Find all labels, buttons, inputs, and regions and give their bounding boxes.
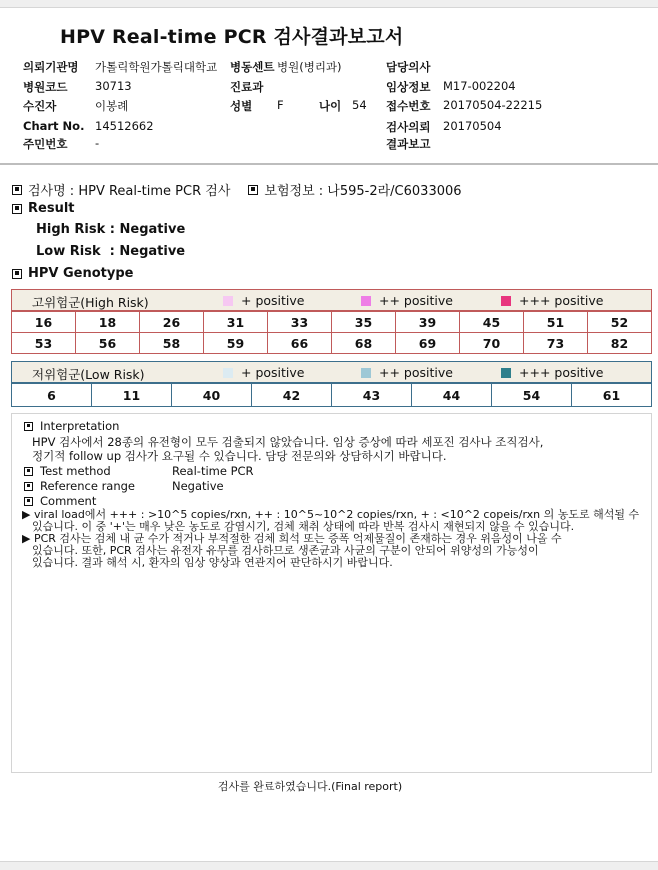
square-bullet-icon [12,185,22,195]
legend-swatch [361,368,371,378]
genotype-cell: 69 [396,333,460,354]
legend-text: +++ positive [519,365,604,380]
genotype-cell: 11 [92,384,172,407]
patient-label: 수진자 [23,99,57,113]
genotype-cell: 18 [76,312,140,333]
rrn-value: - [95,136,100,150]
comment-2-line-b: 있습니다. 또한, PCR 검사는 유전자 유무를 검사하므로 생존균과 사균의 구분이 안되어 위양성의 가능성이 [32,544,539,557]
test-name-value: HPV Real-time PCR 검사 [78,184,231,199]
test-name-label: 검사명 : [28,184,75,199]
low-risk-label: 저위험군(Low Risk) [32,367,145,382]
genotype-cell: 31 [204,312,268,333]
header-divider [0,163,658,165]
genotype-heading-text: HPV Genotype [28,266,134,281]
genotype-cell: 82 [588,333,652,354]
genotype-cell: 56 [76,333,140,354]
comment-1-line-a: ▶ viral load에서 +++ : >10^5 copies/rxn, ++ : 10^5~10^2 copies/rxn, + : <10^2 copeis/rxn 의 농도로 해석될 수 [22,508,640,521]
comment-2-line-c: 있습니다. 결과 해석 시, 환자의 임상 양상과 연관지어 판단하시기 바랍니다. [32,556,393,569]
reference-range-value: Negative [172,479,224,493]
institution-value: 가톨릭학원가톨릭대학교 [95,60,218,74]
genotype-cell: 40 [172,384,252,407]
reference-range-line [24,479,135,493]
final-report-note: 검사를 완료하였습니다.(Final report) [217,780,403,793]
genotype-cell: 52 [588,312,652,333]
genotype-cell: 26 [140,312,204,333]
legend-swatch [223,296,233,306]
legend-swatch [501,368,511,378]
sex-label: 성별 [230,99,253,113]
genotype-cell: 61 [572,384,652,407]
legend-text: ++ positive [379,365,453,380]
test-method-value: Real-time PCR [172,464,254,478]
genotype-cell: 42 [252,384,332,407]
legend-plus-plus-plus [501,293,603,308]
test-name-line [12,180,462,199]
comment-label: Comment [40,494,97,508]
dept-label: 진료과 [230,80,264,94]
genotype-heading [12,266,133,281]
legend-plus [223,365,304,380]
test-method-line [24,464,111,478]
genotype-cell: 33 [268,312,332,333]
genotype-cell: 73 [524,333,588,354]
genotype-cell: 51 [524,312,588,333]
hospital-code-value: 30713 [95,79,132,93]
low-risk-header [11,361,652,383]
clinical-label: 임상정보 [386,80,431,94]
bottom-strip [0,861,658,870]
receipt-value: 20170504-22215 [443,98,543,112]
doctor-label: 담당의사 [386,60,431,74]
rrn-label: 주민번호 [23,137,68,151]
high-risk-label: 고위험군(High Risk) [32,295,149,310]
receipt-label: 접수번호 [386,99,431,113]
patient-value: 이봉례 [95,99,129,113]
comment-heading [24,494,96,508]
request-value: 20170504 [443,119,502,133]
square-bullet-icon [12,269,22,279]
legend-plus-plus [361,293,453,308]
age-value: 54 [352,98,367,112]
legend-plus [223,293,304,308]
top-strip [0,0,658,8]
genotype-cell: 58 [140,333,204,354]
square-bullet-icon [24,497,33,506]
high-risk-result: High Risk : Negative [36,222,186,237]
clinical-value: M17-002204 [443,79,516,93]
genotype-cell: 45 [460,312,524,333]
square-bullet-icon [24,422,33,431]
square-bullet-icon [24,467,33,476]
report-title: HPV Real-time PCR 검사결과보고서 [60,26,404,48]
ward-value: 병원(병리과) [277,60,342,74]
legend-text: + positive [241,365,305,380]
square-bullet-icon [12,204,22,214]
genotype-cell: 59 [204,333,268,354]
square-bullet-icon [248,185,258,195]
chart-value: 14512662 [95,119,154,133]
genotype-cell: 66 [268,333,332,354]
legend-swatch [361,296,371,306]
table-row [12,333,652,354]
genotype-cell: 43 [332,384,412,407]
legend-text: + positive [241,293,305,308]
legend-plus-plus-plus [501,365,603,380]
interpretation-text-1: HPV 검사에서 28종의 유전형이 모두 검출되지 않았습니다. 임상 증상에 따라 세포진 검사나 조직검사, [32,435,544,449]
genotype-cell: 16 [12,312,76,333]
result-heading-text: Result [28,201,75,216]
genotype-cell: 6 [12,384,92,407]
genotype-cell: 54 [492,384,572,407]
interpretation-text-2: 정기적 follow up 검사가 요구될 수 있습니다. 담당 전문의와 상담하시기 바랍니다. [32,449,447,463]
low-risk-table [11,383,652,407]
genotype-cell: 68 [332,333,396,354]
test-method-label: Test method [40,464,111,478]
square-bullet-icon [24,482,33,491]
age-label: 나이 [319,99,342,113]
interpretation-heading-text: Interpretation [40,419,120,433]
table-row [12,312,652,333]
legend-swatch [223,368,233,378]
ward-label: 병동센트 [230,60,275,74]
genotype-cell: 35 [332,312,396,333]
high-risk-table [11,311,652,354]
sex-value: F [277,98,284,112]
hospital-code-label: 병원코드 [23,80,68,94]
interpretation-box [11,413,652,773]
legend-plus-plus [361,365,453,380]
request-label: 검사의뢰 [386,120,431,134]
chart-label: Chart No. [23,119,85,133]
reference-range-label: Reference range [40,479,136,493]
interpretation-heading [24,419,119,433]
legend-text: +++ positive [519,293,604,308]
result-heading [12,201,75,216]
table-row [12,384,652,407]
genotype-cell: 39 [396,312,460,333]
report-label: 결과보고 [386,137,431,151]
insurance-label: 보험정보 : [264,184,324,199]
genotype-cell: 44 [412,384,492,407]
institution-label: 의뢰기관명 [23,60,79,74]
legend-swatch [501,296,511,306]
comment-2-line-a: ▶ PCR 검사는 검체 내 균 수가 적거나 부적절한 검체 희석 또는 증폭 억제물질이 존재하는 경우 위음성이 나올 수 [22,532,562,545]
low-risk-result: Low Risk : Negative [36,244,186,259]
insurance-value: 나595-2라/C6033006 [327,184,462,199]
comment-1-line-b: 있습니다. 이 중 '+'는 매우 낮은 농도로 감염시기, 검체 채취 상태에 따라 반복 검사시 재현되지 않을 수 있습니다. [32,520,575,533]
high-risk-header [11,289,652,311]
genotype-cell: 53 [12,333,76,354]
genotype-cell: 70 [460,333,524,354]
legend-text: ++ positive [379,293,453,308]
